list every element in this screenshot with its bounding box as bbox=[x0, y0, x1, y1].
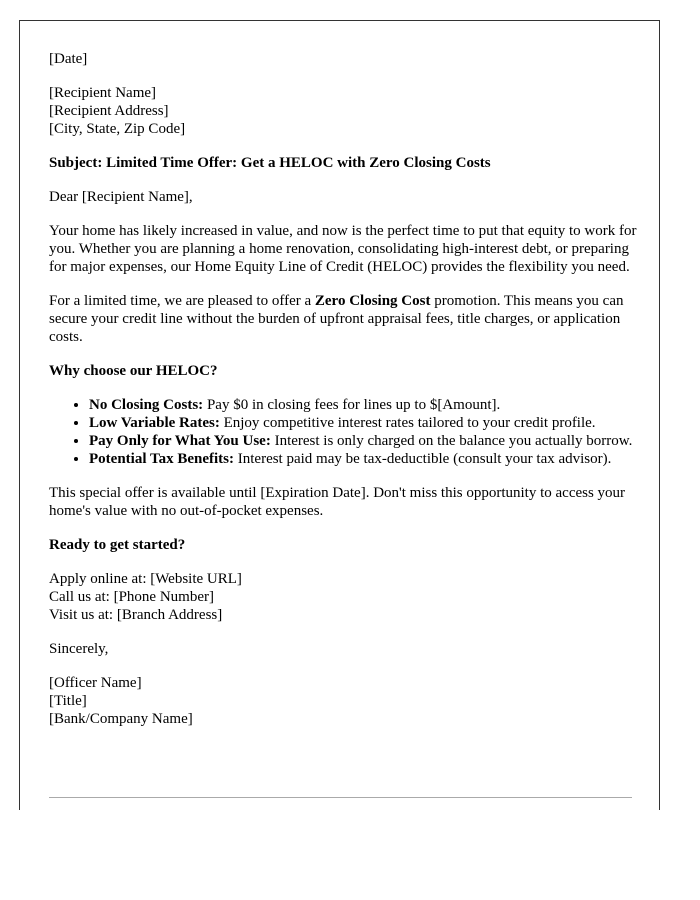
date-line bbox=[49, 50, 639, 68]
offer-text-before: For a limited time, we are pleased to offer a bbox=[49, 293, 315, 309]
officer-name: [Officer Name] bbox=[49, 675, 142, 691]
letter-container bbox=[19, 20, 660, 810]
benefits-list bbox=[49, 396, 639, 468]
benefit-item bbox=[89, 450, 639, 468]
benefit-text: Interest paid may be tax-deductible (consult your tax advisor). bbox=[234, 451, 612, 467]
date-text: [Date] bbox=[49, 51, 88, 67]
bank-name: [Bank/Company Name] bbox=[49, 711, 193, 727]
benefit-title: Pay Only for What You Use: bbox=[89, 433, 271, 449]
benefit-title: Low Variable Rates: bbox=[89, 415, 220, 431]
benefit-title: Potential Tax Benefits: bbox=[89, 451, 234, 467]
apply-online-line: Apply online at: [Website URL] bbox=[49, 571, 242, 587]
benefit-title: No Closing Costs: bbox=[89, 397, 204, 413]
subject-line: Subject: Limited Time Offer: Get a HELOC with Zero Closing Costs bbox=[49, 155, 491, 171]
salutation: Dear [Recipient Name], bbox=[49, 189, 193, 205]
benefit-item bbox=[89, 414, 639, 432]
benefit-text: Pay $0 in closing fees for lines up to $[Amount]. bbox=[203, 397, 501, 413]
closing: Sincerely, bbox=[49, 641, 109, 657]
offer-highlight: Zero Closing Cost bbox=[314, 293, 431, 309]
recipient-address: [Recipient Address] bbox=[49, 103, 169, 119]
why-heading: Why choose our HELOC? bbox=[49, 363, 218, 379]
benefit-item bbox=[89, 396, 639, 414]
benefit-text: Enjoy competitive interest rates tailored to your credit profile. bbox=[219, 415, 596, 431]
recipient-city-state-zip: [City, State, Zip Code] bbox=[49, 121, 186, 137]
signature-block bbox=[49, 674, 639, 728]
recipient-block bbox=[49, 84, 639, 138]
offer-text-after: promotion. This means you can secure your credit line without the burden of upfront appraisal fees, title charges, or application costs. bbox=[49, 293, 624, 345]
officer-title: [Title] bbox=[49, 693, 87, 709]
footer-divider bbox=[49, 797, 632, 798]
ready-heading: Ready to get started? bbox=[49, 537, 186, 553]
call-line: Call us at: [Phone Number] bbox=[49, 589, 214, 605]
benefit-text: Interest is only charged on the balance you actually borrow. bbox=[270, 433, 633, 449]
letter-body bbox=[49, 50, 639, 744]
benefit-item bbox=[89, 432, 639, 450]
intro-paragraph: Your home has likely increased in value, and now is the perfect time to put that equity to work for you. Whether you are planning a home renovation, consolidating high-interest debt, or preparing for major expenses, our Home Equity Line of Credit (HELOC) provides the flexibility you need. bbox=[49, 223, 637, 275]
contact-block bbox=[49, 570, 639, 624]
recipient-name: [Recipient Name] bbox=[49, 85, 157, 101]
visit-line: Visit us at: [Branch Address] bbox=[49, 607, 223, 623]
offer-paragraph bbox=[49, 292, 639, 346]
expiration-paragraph: This special offer is available until [Expiration Date]. Don't miss this opportunity to access your home's value with no out-of-pocket expenses. bbox=[49, 485, 626, 519]
